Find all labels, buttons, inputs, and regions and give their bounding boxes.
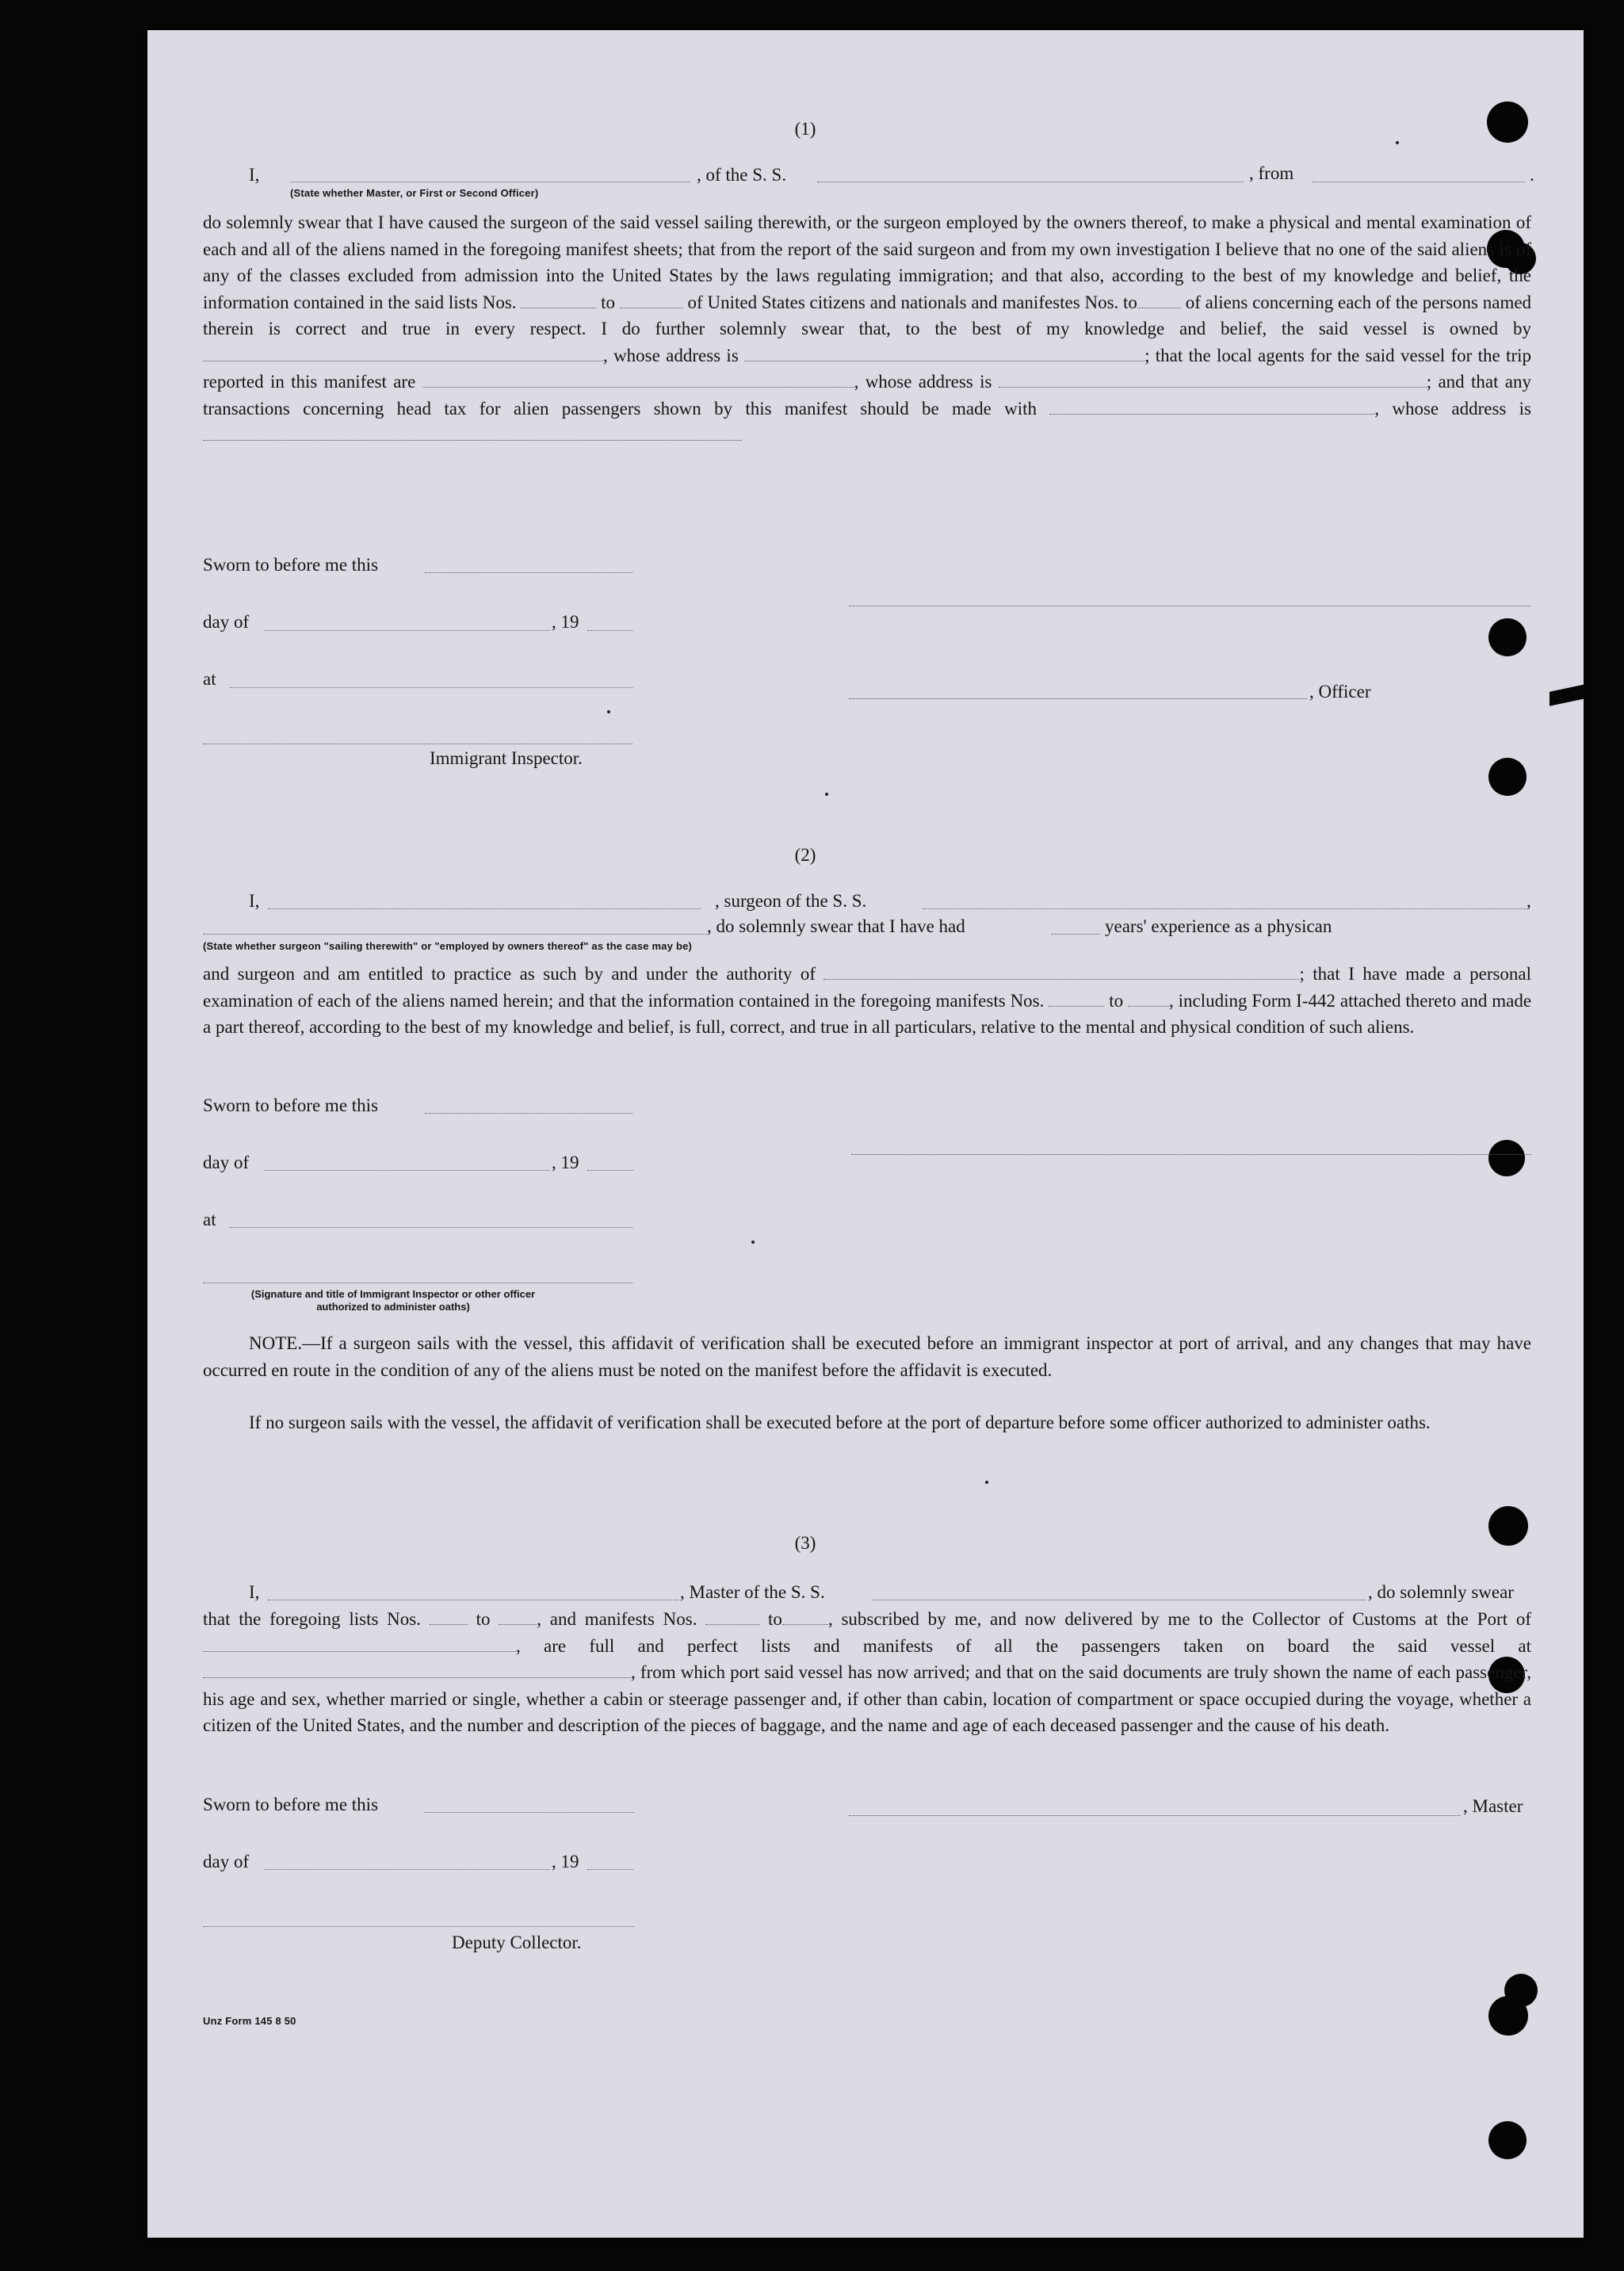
surgeon-name-blank <box>268 908 701 909</box>
year-blank <box>587 1869 633 1870</box>
do-solemnly-label: , do solemnly swear that I have had <box>707 916 965 936</box>
master-of-label: , Master of the S. S. <box>680 1582 825 1602</box>
year-blank <box>587 1170 633 1171</box>
punch-hole <box>1488 618 1527 656</box>
note-paragraph-2: If no surgeon sails with the vessel, the affidavit of verification shall be executed before at the port of departure before some officer authorized to administer oaths. <box>249 1413 1431 1432</box>
speck <box>985 1481 988 1484</box>
form-page <box>147 30 1584 2238</box>
form-identifier: Unz Form 145 8 50 <box>203 2015 296 2027</box>
sworn-label: Sworn to before me this <box>203 1795 379 1814</box>
officer-label: , Officer <box>1309 682 1371 702</box>
do-solemnly-label: , do solemnly swear <box>1368 1582 1514 1602</box>
sworn-label: Sworn to before me this <box>203 555 379 575</box>
surgeon-ship-blank <box>923 908 1527 909</box>
of-ss-label: , of the S. S. <box>697 165 787 185</box>
at-blank <box>230 1227 632 1228</box>
speck <box>1396 141 1399 144</box>
affidavit-paragraph-1: do solemnly swear that I have caused the surgeon of the said vessel sailing therewith, or the surgeon employed by the owners thereof, to make a physical and mental examination of each and all of the aliens named in the foregoing manifest sheets; that from the report of the said surgeon and from my own investigation I believe that no one of the said aliens is of any of the classes excluded from admission into the United States by the laws regulating immigration; and that also, according to the best of my knowledge and belief, the information contained in the said lists Nos. to of United States citizens and nationals and manifestes Nos. to of aliens concerning each of the persons named therein is correct and true in every respect. I do further solemnly swear that, to the best of my knowledge and belief, the said vessel is owned by , whose address is ; that the local agents for the said vessel for the trip reported in this manifest are , whose address is ; and that any transactions concerning head tax for alien passengers shown by this manifest should be made with , whose address is <box>203 209 1531 449</box>
year-label: , 19 <box>552 1852 579 1871</box>
day-blank <box>265 630 550 631</box>
day-blank <box>265 1170 550 1171</box>
line-end: . <box>1530 165 1534 185</box>
master-i: I, <box>249 1582 260 1602</box>
surgeon-signature-line <box>851 1154 1531 1155</box>
punch-hole <box>1488 1140 1525 1176</box>
section-number: (2) <box>794 845 816 865</box>
deputy-collector-label: Deputy Collector. <box>452 1933 582 1952</box>
master-line: I, <box>249 165 260 185</box>
from-label: , from <box>1249 163 1294 183</box>
sworn-blank <box>425 1113 632 1114</box>
surgeon-caption: (State whether surgeon "sailing therewith" or "employed by owners thereof" as the case may be) <box>203 940 693 952</box>
at-blank <box>230 687 632 688</box>
master-signature-line <box>849 1815 1461 1816</box>
master-label: , Master <box>1463 1796 1523 1816</box>
sworn-blank <box>425 572 632 573</box>
line-end: , <box>1527 891 1531 911</box>
day-label: day of <box>203 612 250 632</box>
year-blank <box>587 630 633 631</box>
section-number: (1) <box>794 119 816 139</box>
year-label: , 19 <box>552 612 579 632</box>
speck <box>607 710 610 713</box>
day-label: day of <box>203 1153 250 1172</box>
sworn-label: Sworn to before me this <box>203 1095 379 1115</box>
punch-hole <box>1488 1996 1528 2036</box>
position-caption: (State whether Master, or First or Second Officer) <box>290 187 539 199</box>
surgeon-type-blank <box>203 934 707 935</box>
section-number: (3) <box>794 1533 816 1553</box>
year-label: , 19 <box>552 1153 579 1172</box>
affidavit-paragraph-3: that the foregoing lists Nos. to , and manifests Nos. to , subscribed by me, and now delivered by me to the Collector of Customs at the Port of, are full and perfect lists and manifests of all the passengers taken on board the said vessel at , from which port said vessel has now arrived; and that on the said documents are truly shown the name of each passenger, his age and sex, whether married or single, whether a cabin or steerage passenger and, if other than cabin, location of compartment or space occupied during the voyage, whether a citizen of the United States, and the number and description of the pieces of baggage, and the name and age of each deceased passenger and the cause of his death. <box>203 1609 1532 1735</box>
collector-blank <box>203 1926 634 1927</box>
day-blank <box>265 1869 550 1870</box>
punch-hole <box>1488 2121 1527 2159</box>
punch-hole <box>1488 1506 1528 1546</box>
affidavit-paragraph-2: and surgeon and am entitled to practice as such by and under the authority of ; that I have made a personal examination of each of the aliens named herein; and that the information contained in the foregoing manifests Nos. to , including Form I-442 attached thereto and made a part thereof, according to the best of my knowledge and belief, is full, correct, and true in all particulars, relative to the mental and physical condition of such aliens. <box>203 964 1532 1037</box>
at-label: at <box>203 669 216 689</box>
years-label: years' experience as a physican <box>1105 916 1332 936</box>
surgeon-of-label: , surgeon of the S. S. <box>715 891 867 911</box>
surgeon-i: I, <box>249 891 260 911</box>
punch-hole <box>1488 758 1527 796</box>
sworn-blank <box>425 1812 634 1813</box>
speck <box>825 793 828 796</box>
at-label: at <box>203 1210 216 1229</box>
signature-caption: (Signature and title of Immigrant Inspector or other officer authorized to administer oaths) <box>250 1288 536 1313</box>
inspector-label: Immigrant Inspector. <box>430 748 583 768</box>
years-blank <box>1051 934 1100 935</box>
note-paragraph-1: NOTE.—If a surgeon sails with the vessel, this affidavit of verification shall be executed before an immigrant inspector at port of arrival, and any changes that may have occurred en route in the condition of any of the aliens must be noted on the manifest before the affidavit is executed. <box>203 1333 1531 1380</box>
punch-hole <box>1487 101 1528 143</box>
officer-signature-line <box>849 698 1307 699</box>
day-label: day of <box>203 1852 250 1871</box>
speck <box>751 1241 755 1244</box>
